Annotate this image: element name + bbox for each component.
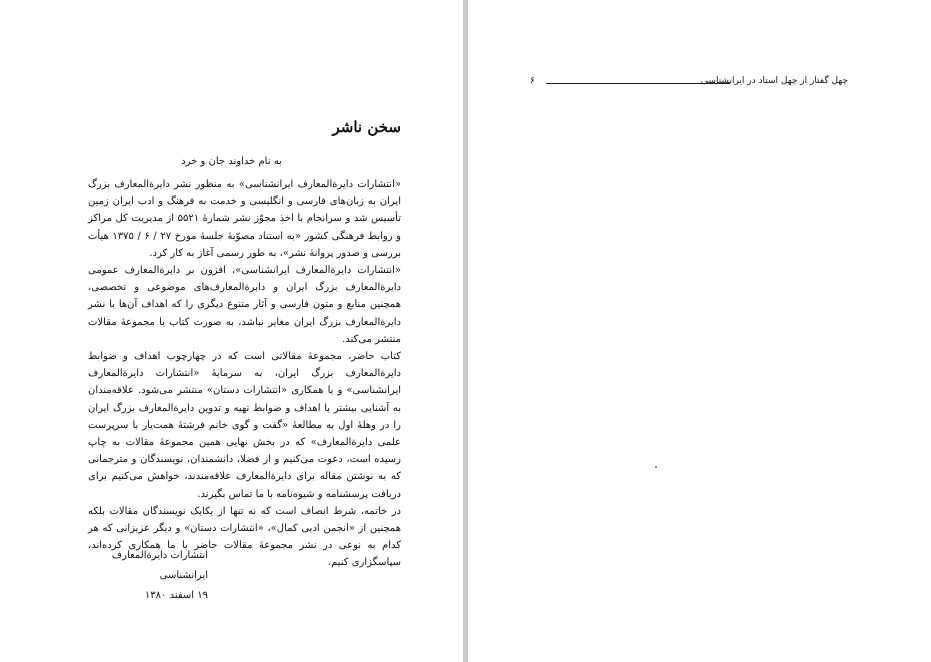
running-title: چهل گفتار از چهل استاد در ایرانشناسی — [700, 76, 848, 86]
body-text — [88, 176, 401, 572]
signature-date: ۱۹ اسفند ۱۳۸۰ — [144, 590, 208, 601]
paragraph-4: در خاتمه، شرط انصاف است که نه تنها از یکایک نویسندگان مقالات بلکه همچنین از «انجمن ادبی کمال»، «انتشارات دستان» و دیگر عزیزانی که هر کدام به نوعی در نشر مجموعهٔ مقالات حاضر با ما همکاری کرده‌اند، سپاسگزاری کنیم. — [88, 505, 401, 569]
page-number: ۶ — [530, 76, 535, 86]
left-page — [0, 0, 463, 662]
basmala: به نام خداوند جان و خرد — [181, 156, 282, 167]
paragraph-1: «انتشارات دایرةالمعارف ایرانشناسی» به منظور نشر دایرةالمعارف بزرگ ایران به زبان‌های فارسی و انگلیسی و خدمت به فرهنگ و ادب ایران زمین تأسیس شد و سرانجام با اخذ مجوّز نشر شمارهٔ ۵۵۲۱ از مدیریت کل مراکز و روابط فرهنگی کشور «به استناد مصوّبهٔ جلسهٔ مورخ ۲۷ / ۶ / ۱۳۷۵ هیأت بررسی و صدور پروانهٔ نشر»، به طور رسمی آغاز به کار کرد. — [88, 179, 401, 259]
page-title: سخن ناشر — [332, 118, 401, 136]
running-head-rule — [546, 83, 730, 84]
paragraph-3: کتاب حاضر، مجموعهٔ مقالاتی است که در چهارچوب اهداف و ضوابط دایرةالمعارف بزرگ ایران، به سرمایهٔ «انتشارات دایرةالمعارف ایرانشناسی» و با همکاری «انتشارات دستان» منتشر می‌شود. علاقه‌مندان به آشنایی بیشتر با اهداف و ضوابط تهیه و تدوین دایرةالمعارف بزرگ ایران را در وهلهٔ اول به مطالعهٔ «گفت و گوی خانم فرشتهٔ همت‌یار با سرپرست علمی دایرةالمعارف» که در بخش نهایی همین مجموعهٔ مقالات به چاپ رسیده است، دعوت می‌کنیم و از فضلا، دانشمندان، نویسندگان و مترجمانی که به نوشتن مقاله برای دایرةالمعارف علاقه‌مندند، خواهش می‌کنیم برای دریافت پرسشنامه و شیوه‌نامه با ما تماس بگیرند. — [88, 351, 401, 500]
scan-speck — [655, 466, 657, 468]
running-head — [530, 76, 848, 90]
right-page — [468, 0, 931, 662]
paragraph-2: «انتشارات دایرةالمعارف ایرانشناسی»، افزون بر دایرةالمعارف عمومی دایرةالمعارف بزرگ ایران و دایرةالمعارف‌های موضوعی و تخصصی، همچنین منابع و متون فارسی و آثار متنوع دیگری را که اهداف آن‌ها با نشر دایرةالمعارف بزرگ ایران مغایر نباشد، به صورت کتاب یا مجموعهٔ مقالات منتشر می‌کند. — [88, 265, 401, 345]
signature-block — [88, 546, 208, 606]
signature-org: انتشارات دایرةالمعارف ایرانشناسی — [111, 550, 208, 581]
